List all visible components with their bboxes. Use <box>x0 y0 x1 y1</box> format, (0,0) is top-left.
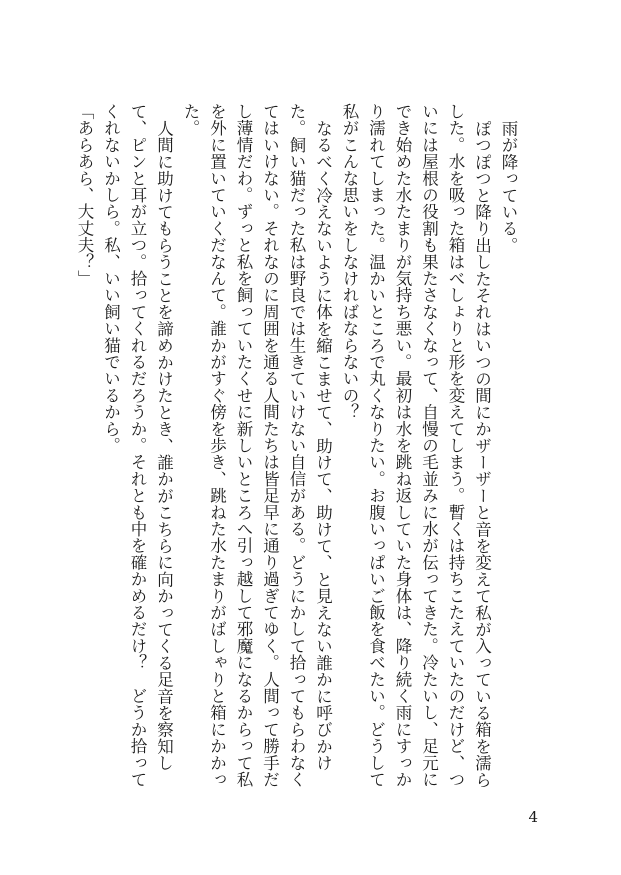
paragraph-rain: 雨が降っている。 <box>499 119 518 254</box>
paragraph-footsteps: 人間に助けてもらうことを諦めかけたとき、誰かがこちらに向かってくる足音を察知して、ピンと耳が立つ。拾ってくれるだろうか。それとも中を確かめるだけ？ どうか拾ってくれないかしら。私、いい飼い猫でいるから。 <box>101 103 174 788</box>
paragraph-box-wet: ぽつぽつと降り出したそれはいつの間にかザーザーと音を変えて私が入っている箱を濡らした。水を吸った箱はべしょりと形を変えてしまう。暫くは持ちこたえていたのだけど、ついには屋根の役割も果たさなくなって、自慢の毛並みに水が伝ってきた。冷たいし、足元にでき始めた水たまりが気持ち悪い。最初は水を跳ね返していた身体は、降り続く雨にすっかり濡れてしまった。温かいところで丸くなりたい。お腹いっぱいご飯を食べたい。どうして私がこんな思いをしなければならないの？ <box>340 103 492 788</box>
paragraph-dialogue: 「あらあら、大丈夫？」 <box>75 103 94 287</box>
vertical-body-text <box>75 103 521 803</box>
paragraph-call-for-help: なるべく冷えないように体を縮こませて、助けて、助けて、と見えない誰かに呼びかけた。飼い猫だった私は野良では生きていけない自信がある。どうにかして拾ってもらわなくてはいけない。それなのに周囲を通る人間たちは皆足早に通り過ぎてゆく。人間って勝手だし薄情だわ。ずっと私を飼っていたくせに新しいところへ引っ越して邪魔になるからって私を外に置いていくだなんて。誰かがすぐ傍を歩き、跳ねた水たまりがばしゃりと箱にかかった。 <box>181 103 333 788</box>
page-number: 4 <box>528 808 538 826</box>
